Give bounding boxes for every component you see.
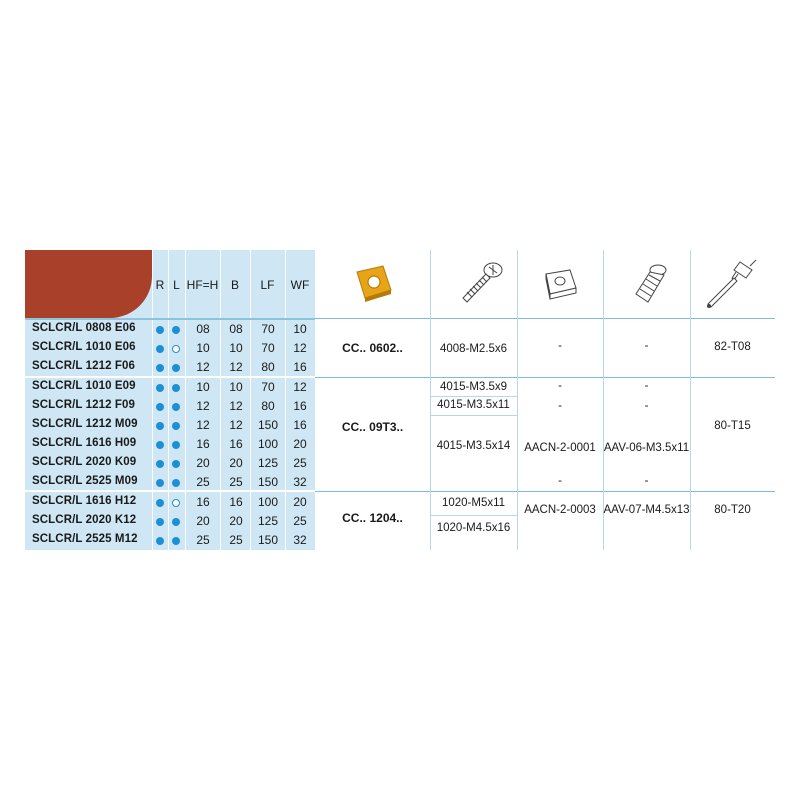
cell-wf: 20 [293,495,307,509]
sub-divider [430,515,517,516]
cell-lf: 100 [257,437,279,451]
cell-b: 08 [229,322,243,336]
shim-icon [540,266,580,307]
cell-b: 12 [229,360,243,374]
cell-wf: 16 [293,418,307,432]
screw-cell: 1020-M4.5x16 [436,522,511,534]
header-wf: WF [290,278,310,292]
cell-hf: 16 [196,495,210,509]
cell-wf: 10 [293,322,307,336]
filled-dot-icon [172,364,180,372]
filled-dot-icon [172,403,180,411]
key-cell: 80-T20 [714,504,751,516]
cell-lf: 150 [257,533,279,547]
row-model: SCLCR/L 2525 M09 [32,475,138,487]
cell-b: 10 [229,380,243,394]
cell-hf: 16 [196,437,210,451]
cell-b: 25 [229,475,243,489]
shim-cell: AACN-2-0001 [524,442,596,454]
row-model: SCLCR/L 1212 M09 [32,418,138,430]
row-model: SCLCR/L 2020 K09 [32,456,137,468]
cell-wf: 32 [293,475,307,489]
shim-screw-cell: - [644,340,649,352]
cell-lf: 70 [261,322,275,336]
insert-cell: CC.. 1204.. [342,511,403,525]
cell-hf: 10 [196,380,210,394]
cell-lf: 80 [261,360,275,374]
insert-icon [355,264,395,309]
row-model: SCLCR/L 1010 E06 [32,341,136,353]
header-brand-block [25,250,152,318]
filled-dot-icon [172,326,180,334]
filled-dot-icon [172,384,180,392]
row-divider [315,377,775,378]
key-cell: 82-T08 [714,341,751,353]
screw-icon [455,258,505,313]
cell-wf: 20 [293,437,307,451]
shim-screw-icon [630,262,670,313]
cell-hf: 08 [196,322,210,336]
torx-key-icon [700,256,760,317]
cell-wf: 12 [293,341,307,355]
filled-dot-icon [156,422,164,430]
shim-cell: - [558,380,562,392]
cell-lf: 70 [261,380,275,394]
cell-wf: 16 [293,360,307,374]
row-model: SCLCR/L 1616 H09 [32,437,137,449]
cell-hf: 10 [196,341,210,355]
group-separator [25,490,315,492]
cell-wf: 12 [293,380,307,394]
cell-hf: 12 [196,418,210,432]
row-model: SCLCR/L 0808 E06 [32,322,136,334]
cell-hf: 12 [196,399,210,413]
cell-wf: 25 [293,456,307,470]
cell-lf: 150 [257,475,279,489]
header-hf: HF=H [186,278,219,292]
shim-screw-cell: AAV-06-M3.5x11 [603,442,690,454]
row-model: SCLCR/L 1212 F09 [32,399,136,411]
cell-b: 12 [229,418,243,432]
shim-screw-cell: - [644,400,649,412]
shim-screw-cell: AAV-07-M4.5x13 [603,504,690,516]
shim-cell: - [558,400,562,412]
key-cell: 80-T15 [714,420,751,432]
cell-b: 20 [229,456,243,470]
screw-cell: 4015-M3.5x11 [437,399,510,411]
cell-lf: 150 [257,418,279,432]
filled-dot-icon [172,537,180,545]
cell-lf: 70 [261,341,275,355]
filled-dot-icon [172,422,180,430]
cell-b: 20 [229,514,243,528]
cell-lf: 100 [257,495,279,509]
cell-hf: 25 [196,475,210,489]
filled-dot-icon [156,460,164,468]
cell-hf: 12 [196,360,210,374]
cell-wf: 25 [293,514,307,528]
shim-screw-cell: - [644,475,649,487]
filled-dot-icon [156,479,164,487]
cell-hf: 20 [196,514,210,528]
insert-cell: CC.. 0602.. [342,341,403,355]
filled-dot-icon [156,345,164,353]
cell-b: 25 [229,533,243,547]
cell-lf: 80 [261,399,275,413]
screw-cell: 4008-M2.5x6 [439,343,508,355]
filled-dot-icon [156,537,164,545]
row-model: SCLCR/L 1212 F06 [32,360,136,372]
col-divider [152,250,153,550]
filled-dot-icon [156,326,164,334]
filled-dot-icon [156,403,164,411]
empty-dot-icon [172,499,180,507]
shim-cell: AACN-2-0003 [524,504,596,516]
row-model: SCLCR/L 2525 M12 [32,533,138,545]
row-model: SCLCR/L 1010 E09 [32,380,136,392]
filled-dot-icon [172,460,180,468]
header-r: R [155,278,165,292]
empty-dot-icon [172,345,180,353]
cell-hf: 20 [196,456,210,470]
cell-hf: 25 [196,533,210,547]
group-separator [25,376,315,378]
screw-cell: 1020-M5x11 [441,497,506,509]
cell-b: 10 [229,341,243,355]
cell-wf: 32 [293,533,307,547]
insert-cell: CC.. 09T3.. [341,420,404,434]
shim-cell: - [558,475,562,487]
header-l: L [173,278,180,292]
screw-cell: 4015-M3.5x14 [436,440,511,452]
header-separator [25,318,315,320]
row-divider [315,491,775,492]
row-model: SCLCR/L 2020 K12 [32,514,137,526]
filled-dot-icon [172,441,180,449]
cell-b: 16 [229,437,243,451]
icon-header-row [315,250,775,318]
filled-dot-icon [172,479,180,487]
cell-b: 12 [229,399,243,413]
filled-dot-icon [156,499,164,507]
header-lf: LF [260,278,275,292]
filled-dot-icon [156,384,164,392]
header-b: B [230,278,239,292]
filled-dot-icon [156,441,164,449]
screw-cell: 4015-M3.5x9 [439,381,508,393]
shim-screw-cell: - [644,380,649,392]
cell-b: 16 [229,495,243,509]
row-divider [315,318,775,319]
filled-dot-icon [156,518,164,526]
col-divider [185,250,186,550]
row-model: SCLCR/L 1616 H12 [32,495,137,507]
col-divider [168,250,169,550]
cell-lf: 125 [257,514,279,528]
cell-wf: 16 [293,399,307,413]
filled-dot-icon [172,518,180,526]
cell-lf: 125 [257,456,279,470]
sub-divider [430,396,517,397]
shim-cell: - [558,340,562,352]
sub-divider [430,415,517,416]
filled-dot-icon [156,364,164,372]
